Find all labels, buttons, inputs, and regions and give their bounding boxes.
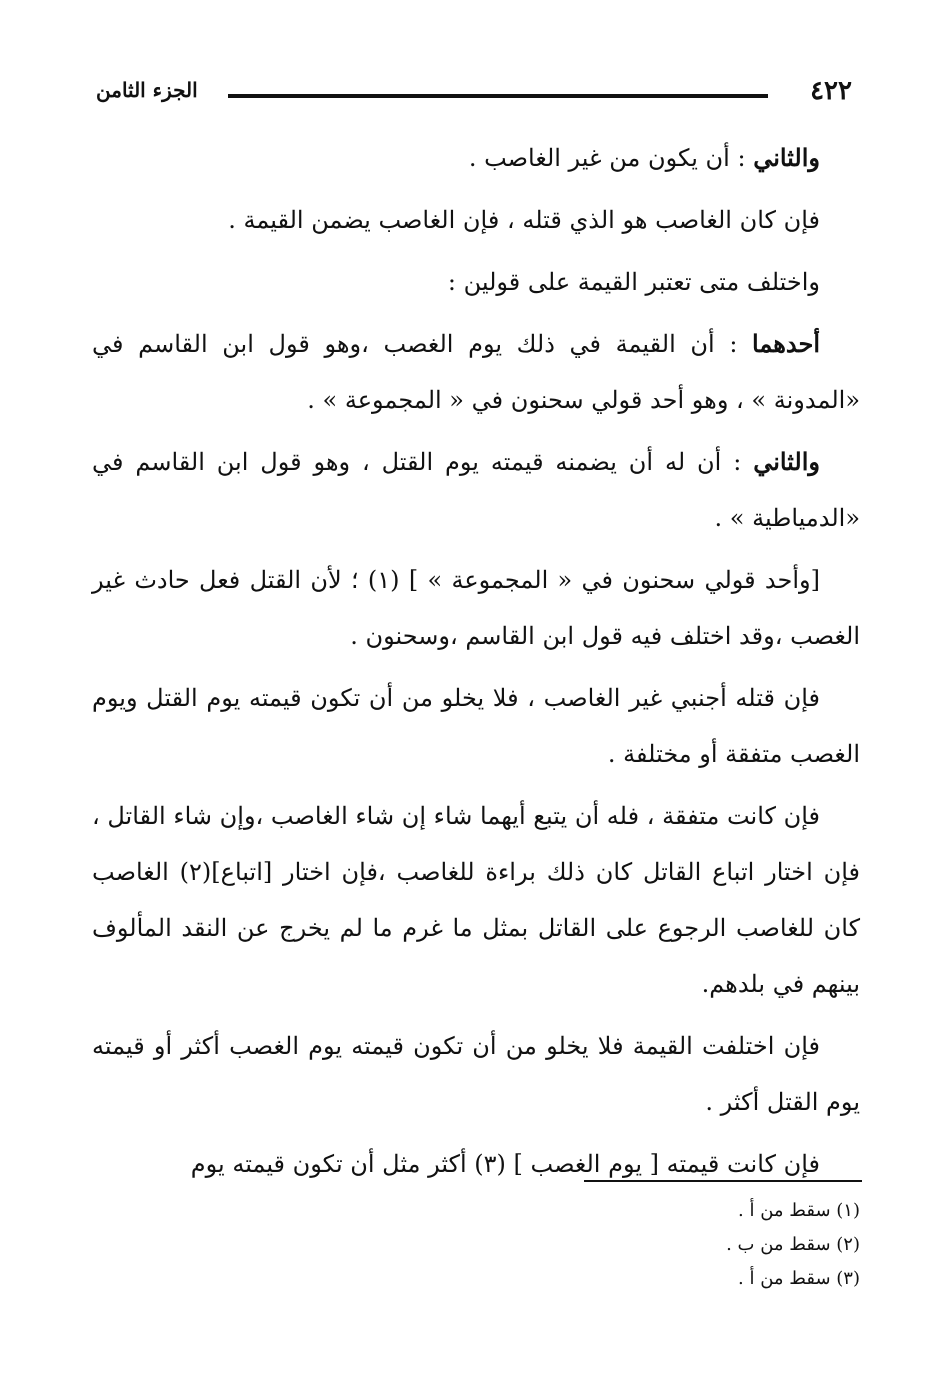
paragraph-lead: والثاني [753, 143, 820, 172]
paragraph-text: فإن اختلفت القيمة فلا يخلو من أن تكون قيمته يوم الغصب أكثر أو قيمته يوم القتل أكثر . [92, 1032, 860, 1116]
paragraph-text: واختلف متى تعتبر القيمة على قولين : [447, 268, 820, 296]
paragraph-text: فإن كان الغاصب هو الذي قتله ، فإن الغاصب يضمن القيمة . [228, 206, 820, 234]
paragraph [92, 670, 860, 782]
paragraph-text: [وأحد قولي سحنون في « المجموعة » ] (١) ؛ لأن القتل فعل حادث غير الغصب ،وقد اختلف فيه قول ابن القاسم ،وسحنون . [92, 566, 860, 650]
paragraph [92, 316, 860, 428]
footnote: (١) سقط من أ . [738, 1200, 860, 1221]
paragraph-text: : أن له أن يضمنه قيمته يوم القتل ، وهو قول ابن القاسم في «الدمياطية » . [92, 448, 860, 532]
paragraph-text: فإن كانت قيمته [ يوم الغصب ] (٣) أكثر مثل أن تكون قيمته يوم [190, 1150, 820, 1178]
main-text [92, 130, 860, 1198]
paragraph [92, 434, 860, 546]
paragraph-lead: أحدهما [752, 329, 820, 358]
paragraph [92, 552, 860, 664]
footnotes [726, 1194, 860, 1296]
footnote: (٣) سقط من أ . [738, 1268, 860, 1289]
footnote: (٢) سقط من ب . [726, 1234, 860, 1255]
paragraph [92, 1018, 860, 1130]
paragraph [92, 1136, 860, 1192]
paragraph [92, 130, 860, 186]
paragraph [92, 192, 860, 248]
paragraph-text: فإن كانت متفقة ، فله أن يتبع أيهما شاء إن شاء الغاصب ،وإن شاء القاتل ، فإن اختار اتباع القاتل كان ذلك براءة للغاصب ،فإن اختار [اتباع](٢) الغاصب كان للغاصب الرجوع على القاتل بمثل ما غرم ما لم يخرج عن النقد المألوف بينهم في بلدهم. [92, 802, 861, 998]
paragraph-text: : أن القيمة في ذلك يوم الغصب ،وهو قول ابن القاسم في «المدونة » ، وهو أحد قولي سحنون في « المجموعة » . [92, 330, 860, 414]
part-title: الجزء الثامن [96, 78, 198, 102]
paragraph [92, 254, 860, 310]
footnote-rule [584, 1180, 862, 1182]
paragraph [92, 788, 860, 1012]
page-number: ٤٢٢ [810, 76, 852, 106]
paragraph-lead: والثاني [753, 447, 820, 476]
paragraph-text: : أن يكون من غير الغاصب . [468, 144, 754, 172]
header-rule [228, 94, 768, 98]
paragraph-text: فإن قتله أجنبي غير الغاصب ، فلا يخلو من أن تكون قيمته يوم القتل ويوم الغصب متفقة أو مختلفة . [92, 684, 860, 768]
running-header [96, 72, 852, 112]
